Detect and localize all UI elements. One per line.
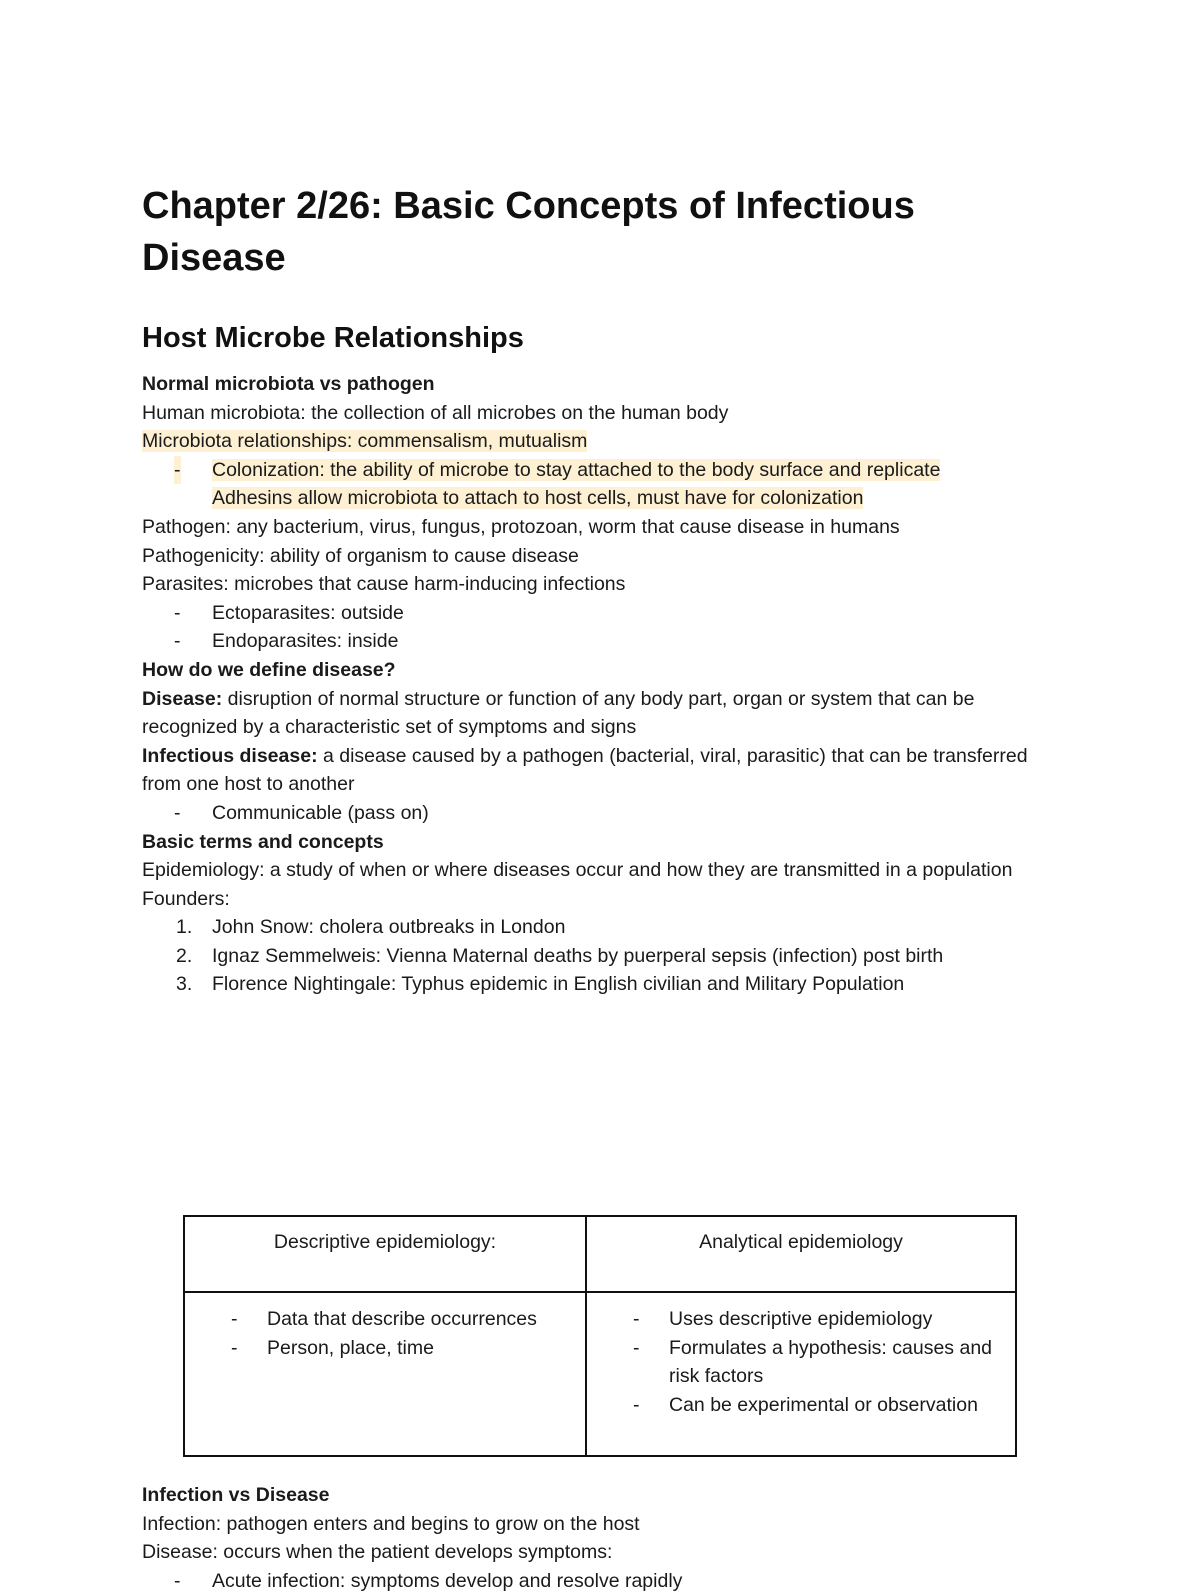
bullet-dash: - bbox=[231, 1308, 238, 1330]
page-title: Chapter 2/26: Basic Concepts of Infectious Disease bbox=[142, 185, 915, 279]
bullet-dash: - bbox=[231, 1336, 238, 1359]
bullet-text: Acute infection: symptoms develop and resolve rapidly bbox=[212, 1569, 683, 1592]
table-header-cell: Descriptive epidemiology: bbox=[184, 1216, 586, 1292]
subheading: How do we define disease? bbox=[142, 658, 396, 681]
bullet-item bbox=[142, 799, 1042, 828]
definition bbox=[142, 742, 1042, 799]
term: Disease: bbox=[142, 687, 223, 710]
bullet-text: Endoparasites: inside bbox=[212, 630, 399, 653]
bullet-dash: - bbox=[633, 1308, 640, 1330]
text-line: Human microbiota: the collection of all microbes on the human body bbox=[142, 401, 729, 424]
section-heading: Host Microbe Relationships bbox=[142, 322, 524, 354]
bullet-dash: - bbox=[174, 1569, 181, 1592]
subheading: Infection vs Disease bbox=[142, 1484, 330, 1506]
definition-text: disruption of normal structure or function of any body part, organ or system that can be recognized by a characteristic set of symptoms and signs bbox=[142, 687, 975, 739]
numbered-item bbox=[142, 970, 1042, 999]
text-line: Pathogenicity: ability of organism to cause disease bbox=[142, 544, 579, 567]
document-page bbox=[142, 180, 1042, 1592]
bullet-item bbox=[142, 599, 1042, 628]
numbered-item bbox=[142, 913, 1042, 942]
text-line: Infection: pathogen enters and begins to grow on the host bbox=[142, 1512, 640, 1535]
table-row bbox=[184, 1292, 1016, 1456]
bullet-text: Communicable (pass on) bbox=[212, 801, 429, 824]
bullet-item bbox=[142, 456, 1042, 485]
list-number: 1. bbox=[176, 916, 193, 939]
bullet-dash: - bbox=[633, 1336, 640, 1359]
epidemiology-table bbox=[183, 1215, 1017, 1457]
definition bbox=[142, 685, 1042, 742]
subheading: Basic terms and concepts bbox=[142, 830, 384, 853]
bullet-continuation bbox=[142, 484, 1042, 513]
document-body bbox=[142, 370, 1042, 1592]
definition-text: a disease caused by a pathogen (bacterial, viral, parasitic) that can be transferred from one host to another bbox=[142, 744, 1028, 796]
highlighted-text: Colonization: the ability of microbe to stay attached to the body surface and replicate bbox=[212, 458, 941, 481]
highlighted-text: Adhesins allow microbiota to attach to host cells, must have for colonization bbox=[212, 487, 864, 510]
list-item bbox=[587, 1334, 1015, 1391]
text-line: Epidemiology: a study of when or where diseases occur and how they are transmitted in a population bbox=[142, 859, 1013, 882]
bullet-dash: - bbox=[174, 801, 181, 824]
bullet-dash: - bbox=[174, 601, 181, 624]
list-text: Can be experimental or observation bbox=[669, 1393, 978, 1416]
table-header-row bbox=[184, 1216, 1016, 1292]
text-line: Founders: bbox=[142, 887, 230, 910]
bullet-item bbox=[142, 1567, 1042, 1595]
list-number: 2. bbox=[176, 944, 193, 967]
subheading: Normal microbiota vs pathogen bbox=[142, 373, 435, 395]
table-header-cell: Analytical epidemiology bbox=[586, 1216, 1016, 1292]
table-cell bbox=[586, 1292, 1016, 1456]
table-cell bbox=[184, 1292, 586, 1456]
text-line: Pathogen: any bacterium, virus, fungus, protozoan, worm that cause disease in humans bbox=[142, 515, 900, 538]
bullet-dash: - bbox=[174, 456, 181, 485]
list-text: Florence Nightingale: Typhus epidemic in English civilian and Military Population bbox=[212, 973, 905, 996]
list-text: Uses descriptive epidemiology bbox=[669, 1308, 933, 1330]
numbered-item bbox=[142, 942, 1042, 971]
highlighted-text: Microbiota relationships: commensalism, mutualism bbox=[142, 430, 588, 453]
list-number: 3. bbox=[176, 973, 193, 996]
list-text: John Snow: cholera outbreaks in London bbox=[212, 916, 566, 939]
term: Infectious disease: bbox=[142, 744, 318, 767]
text-line bbox=[142, 427, 1042, 456]
list-item bbox=[587, 1391, 1015, 1420]
list-text: Person, place, time bbox=[267, 1336, 434, 1359]
text-line: Disease: occurs when the patient develops symptoms: bbox=[142, 1541, 613, 1564]
bullet-dash: - bbox=[174, 630, 181, 653]
after-table-section bbox=[142, 1481, 1042, 1595]
list-item bbox=[185, 1305, 585, 1334]
bullet-item bbox=[142, 627, 1042, 656]
text-line: Parasites: microbes that cause harm-inducing infections bbox=[142, 573, 626, 596]
list-item bbox=[185, 1334, 585, 1363]
list-text: Formulates a hypothesis: causes and risk factors bbox=[669, 1336, 993, 1388]
list-text: Data that describe occurrences bbox=[267, 1308, 537, 1330]
bullet-dash: - bbox=[633, 1393, 640, 1416]
bullet-text: Ectoparasites: outside bbox=[212, 601, 404, 624]
list-item bbox=[587, 1305, 1015, 1334]
list-text: Ignaz Semmelweis: Vienna Maternal deaths by puerperal sepsis (infection) post birth bbox=[212, 944, 944, 967]
